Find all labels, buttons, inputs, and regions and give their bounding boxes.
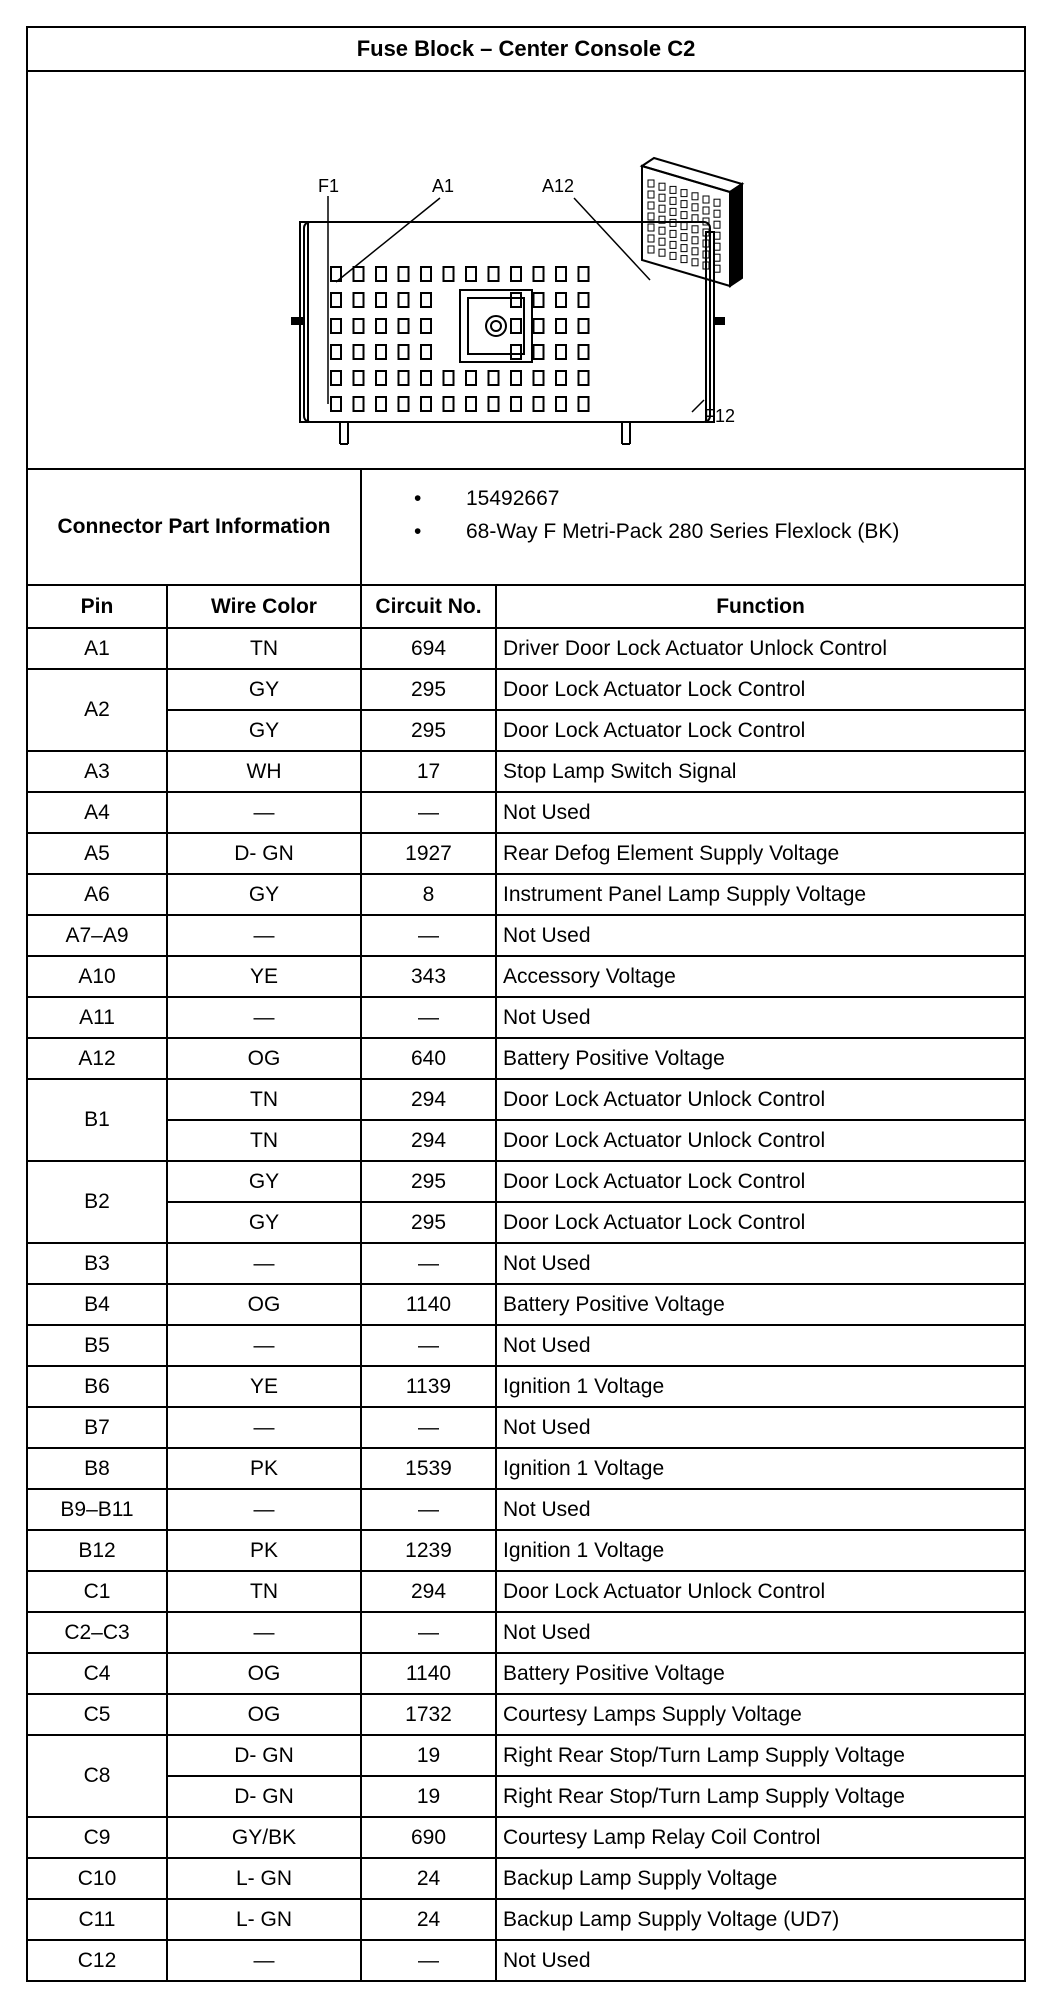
connector-diagram xyxy=(27,71,1025,469)
circuit-cell: — xyxy=(361,1243,496,1284)
wire-color-cell: — xyxy=(167,1612,361,1653)
pin-cavity xyxy=(579,345,589,359)
pin-cell: A12 xyxy=(27,1038,167,1079)
pin-cell: C2–C3 xyxy=(27,1612,167,1653)
pin-cell: A6 xyxy=(27,874,167,915)
pin-cavity xyxy=(421,345,431,359)
pin-cell: B12 xyxy=(27,1530,167,1571)
pin-cavity xyxy=(489,267,499,281)
pin-cavity xyxy=(421,319,431,333)
function-cell: Not Used xyxy=(496,997,1025,1038)
thumbnail-cavity xyxy=(681,223,687,230)
function-cell: Door Lock Actuator Unlock Control xyxy=(496,1120,1025,1161)
table-row xyxy=(27,1079,1025,1120)
thumbnail-cavity xyxy=(681,212,687,219)
pin-cell: A10 xyxy=(27,956,167,997)
table-header xyxy=(27,585,1025,628)
table-row xyxy=(27,1653,1025,1694)
thumbnail-cavity xyxy=(648,235,654,242)
circuit-cell: 1140 xyxy=(361,1284,496,1325)
pin-cavity xyxy=(466,371,476,385)
pin-cavity xyxy=(579,267,589,281)
pin-cavity xyxy=(331,371,341,385)
pin-cavity xyxy=(556,319,566,333)
wire-color-cell: OG xyxy=(167,1694,361,1735)
circuit-cell: 294 xyxy=(361,1571,496,1612)
circuit-cell: 294 xyxy=(361,1120,496,1161)
wire-color-cell: TN xyxy=(167,628,361,669)
pin-cavity xyxy=(331,319,341,333)
table-row xyxy=(27,1694,1025,1735)
wire-color-cell: D- GN xyxy=(167,1735,361,1776)
pin-cell: B7 xyxy=(27,1407,167,1448)
function-cell: Right Rear Stop/Turn Lamp Supply Voltage xyxy=(496,1776,1025,1817)
function-cell: Door Lock Actuator Lock Control xyxy=(496,1161,1025,1202)
thumbnail-cavity xyxy=(681,201,687,208)
table-row xyxy=(27,915,1025,956)
wire-color-cell: TN xyxy=(167,1571,361,1612)
thumbnail-cavity xyxy=(670,186,676,193)
thumbnail-cavity xyxy=(692,259,698,266)
wire-color-cell: — xyxy=(167,1940,361,1981)
pin-cavity xyxy=(376,267,386,281)
circuit-cell: 694 xyxy=(361,628,496,669)
circuit-cell: 1239 xyxy=(361,1530,496,1571)
pin-cell: C12 xyxy=(27,1940,167,1981)
pin-cavity xyxy=(354,267,364,281)
function-cell: Backup Lamp Supply Voltage xyxy=(496,1858,1025,1899)
thumbnail-cavity xyxy=(681,190,687,197)
wire-color-cell: — xyxy=(167,997,361,1038)
table-row xyxy=(27,792,1025,833)
pin-cavity xyxy=(466,267,476,281)
pin-cavity xyxy=(444,267,454,281)
pin-cell: C10 xyxy=(27,1858,167,1899)
thumbnail-cavity xyxy=(692,215,698,222)
wire-color-cell: OG xyxy=(167,1038,361,1079)
function-cell: Not Used xyxy=(496,1325,1025,1366)
table-row xyxy=(27,956,1025,997)
circuit-cell: 1539 xyxy=(361,1448,496,1489)
pin-cavity xyxy=(331,397,341,411)
pin-cavity xyxy=(399,397,409,411)
pin-cavity xyxy=(534,319,544,333)
pin-cell: B5 xyxy=(27,1325,167,1366)
circuit-cell: — xyxy=(361,1325,496,1366)
header-wire-color: Wire Color xyxy=(167,585,361,628)
function-cell: Accessory Voltage xyxy=(496,956,1025,997)
pin-cavity xyxy=(421,397,431,411)
wire-color-cell: PK xyxy=(167,1530,361,1571)
thumbnail-cavity xyxy=(670,197,676,204)
function-cell: Not Used xyxy=(496,1407,1025,1448)
circuit-cell: 343 xyxy=(361,956,496,997)
circuit-cell: 295 xyxy=(361,669,496,710)
thumbnail-cavity xyxy=(670,252,676,259)
circuit-cell: 1139 xyxy=(361,1366,496,1407)
circuit-cell: 1732 xyxy=(361,1694,496,1735)
table-row xyxy=(27,1940,1025,1981)
function-cell: Door Lock Actuator Unlock Control xyxy=(496,1079,1025,1120)
function-cell: Courtesy Lamps Supply Voltage xyxy=(496,1694,1025,1735)
wire-color-cell: GY xyxy=(167,874,361,915)
table-row xyxy=(27,997,1025,1038)
thumbnail-cavity xyxy=(692,226,698,233)
table-row xyxy=(27,1817,1025,1858)
thumbnail-cavity xyxy=(659,238,665,245)
header-pin: Pin xyxy=(27,585,167,628)
thumbnail-cavity xyxy=(670,241,676,248)
description-text: 68-Way F Metri-Pack 280 Series Flexlock (BK) xyxy=(466,520,900,543)
function-cell: Not Used xyxy=(496,1489,1025,1530)
circuit-cell: 17 xyxy=(361,751,496,792)
connector-body xyxy=(304,222,710,422)
pin-cavity xyxy=(421,371,431,385)
wire-color-cell: — xyxy=(167,915,361,956)
pin-cavity xyxy=(556,397,566,411)
thumbnail-cavity xyxy=(703,196,709,203)
thumbnail-cavity xyxy=(659,249,665,256)
pin-cavity xyxy=(399,319,409,333)
thumbnail-cavity xyxy=(648,213,654,220)
table-row xyxy=(27,710,1025,751)
function-cell: Not Used xyxy=(496,915,1025,956)
pin-cavity xyxy=(444,397,454,411)
function-cell: Ignition 1 Voltage xyxy=(496,1366,1025,1407)
circuit-cell: — xyxy=(361,915,496,956)
wire-color-cell: TN xyxy=(167,1079,361,1120)
table-row xyxy=(27,1120,1025,1161)
circuit-cell: 295 xyxy=(361,1202,496,1243)
pin-cavity xyxy=(331,345,341,359)
function-cell: Not Used xyxy=(496,1243,1025,1284)
thumbnail-cavity xyxy=(714,199,720,206)
pin-cell: B9–B11 xyxy=(27,1489,167,1530)
wire-color-cell: YE xyxy=(167,956,361,997)
thumbnail-cavity xyxy=(670,230,676,237)
function-cell: Ignition 1 Voltage xyxy=(496,1448,1025,1489)
pin-cell: C8 xyxy=(27,1735,167,1817)
function-cell: Driver Door Lock Actuator Unlock Control xyxy=(496,628,1025,669)
function-cell: Stop Lamp Switch Signal xyxy=(496,751,1025,792)
circuit-cell: 690 xyxy=(361,1817,496,1858)
circuit-cell: 295 xyxy=(361,1161,496,1202)
function-cell: Not Used xyxy=(496,1612,1025,1653)
pin-cell: A5 xyxy=(27,833,167,874)
pin-cavity xyxy=(556,293,566,307)
wire-color-cell: GY xyxy=(167,1161,361,1202)
function-cell: Rear Defog Element Supply Voltage xyxy=(496,833,1025,874)
header-circuit-no: Circuit No. xyxy=(361,585,496,628)
function-cell: Door Lock Actuator Lock Control xyxy=(496,1202,1025,1243)
thumbnail-cavity xyxy=(648,224,654,231)
pin-cell: C11 xyxy=(27,1899,167,1940)
pin-cavity xyxy=(534,293,544,307)
pin-cavity xyxy=(489,397,499,411)
connector-info-label: Connector Part Information xyxy=(27,469,361,585)
wire-color-cell: GY xyxy=(167,1202,361,1243)
pin-cavity xyxy=(556,371,566,385)
wire-color-cell: GY xyxy=(167,710,361,751)
pin-cavity xyxy=(534,267,544,281)
table-row xyxy=(27,628,1025,669)
thumbnail-cavity xyxy=(659,227,665,234)
pin-cavity xyxy=(534,371,544,385)
thumbnail-cavity xyxy=(648,246,654,253)
connector-table xyxy=(26,26,1026,1982)
circuit-cell: 1927 xyxy=(361,833,496,874)
pin-cavity xyxy=(511,345,521,359)
function-cell: Door Lock Actuator Unlock Control xyxy=(496,1571,1025,1612)
thumbnail-cavity xyxy=(648,180,654,187)
function-cell: Courtesy Lamp Relay Coil Control xyxy=(496,1817,1025,1858)
pin-cavity xyxy=(579,397,589,411)
function-cell: Door Lock Actuator Lock Control xyxy=(496,710,1025,751)
table-row xyxy=(27,1899,1025,1940)
pin-cavity xyxy=(444,371,454,385)
connector-description: • 68-Way F Metri-Pack 280 Series Flexlock (BK) xyxy=(414,520,900,543)
part-number-text: 15492667 xyxy=(466,487,560,510)
wire-color-cell: — xyxy=(167,1325,361,1366)
pin-cavity xyxy=(579,371,589,385)
label-f12: F12 xyxy=(704,406,736,426)
pin-cell: B6 xyxy=(27,1366,167,1407)
thumbnail-cavity xyxy=(692,248,698,255)
table-row xyxy=(27,833,1025,874)
wire-color-cell: GY xyxy=(167,669,361,710)
wire-color-cell: OG xyxy=(167,1653,361,1694)
pin-cell: C1 xyxy=(27,1571,167,1612)
circuit-cell: 8 xyxy=(361,874,496,915)
pin-cell: A1 xyxy=(27,628,167,669)
connector-drawing xyxy=(28,72,1022,464)
table-row xyxy=(27,1202,1025,1243)
wire-color-cell: YE xyxy=(167,1366,361,1407)
pin-cavity xyxy=(376,345,386,359)
circuit-cell: — xyxy=(361,1407,496,1448)
table-row xyxy=(27,1366,1025,1407)
pin-cavity xyxy=(376,397,386,411)
thumbnail-cavity xyxy=(692,237,698,244)
pin-cavity xyxy=(354,345,364,359)
pin-cell: A2 xyxy=(27,669,167,751)
wire-color-cell: OG xyxy=(167,1284,361,1325)
thumbnail-cavity xyxy=(681,256,687,263)
pin-cavity xyxy=(376,319,386,333)
connector-info xyxy=(361,469,1025,585)
thumbnail-cavity xyxy=(659,183,665,190)
wire-color-cell: — xyxy=(167,1407,361,1448)
circuit-cell: — xyxy=(361,1612,496,1653)
table-row xyxy=(27,1858,1025,1899)
circuit-cell: — xyxy=(361,1489,496,1530)
function-cell: Ignition 1 Voltage xyxy=(496,1530,1025,1571)
thumbnail-cavity xyxy=(692,193,698,200)
circuit-cell: 19 xyxy=(361,1776,496,1817)
table-row xyxy=(27,1735,1025,1776)
function-cell: Battery Positive Voltage xyxy=(496,1653,1025,1694)
function-cell: Backup Lamp Supply Voltage (UD7) xyxy=(496,1899,1025,1940)
pin-cell: C9 xyxy=(27,1817,167,1858)
pin-cavity xyxy=(399,293,409,307)
circuit-cell: 24 xyxy=(361,1899,496,1940)
circuit-cell: 24 xyxy=(361,1858,496,1899)
wire-color-cell: D- GN xyxy=(167,1776,361,1817)
circuit-cell: 295 xyxy=(361,710,496,751)
fuse-block-document xyxy=(26,26,1024,1982)
function-cell: Not Used xyxy=(496,792,1025,833)
table-row xyxy=(27,1284,1025,1325)
thumbnail-cavity xyxy=(692,204,698,211)
circuit-cell: 1140 xyxy=(361,1653,496,1694)
pin-cell: B8 xyxy=(27,1448,167,1489)
circuit-cell: — xyxy=(361,997,496,1038)
pin-cavity xyxy=(399,267,409,281)
pin-cell: C4 xyxy=(27,1653,167,1694)
f12-leader xyxy=(692,400,704,412)
thumbnail-cavity xyxy=(714,210,720,217)
pin-cavity xyxy=(399,371,409,385)
wire-color-cell: D- GN xyxy=(167,833,361,874)
label-f1: F1 xyxy=(318,176,340,196)
table-row xyxy=(27,1161,1025,1202)
thumbnail-cavity xyxy=(670,208,676,215)
pin-cavity xyxy=(579,293,589,307)
pin-cavity xyxy=(579,319,589,333)
table-row xyxy=(27,874,1025,915)
pin-cell: B2 xyxy=(27,1161,167,1243)
pin-cavity xyxy=(489,371,499,385)
header-function: Function xyxy=(496,585,1025,628)
thumbnail-cavity xyxy=(681,234,687,241)
pin-cavity xyxy=(511,397,521,411)
table-row xyxy=(27,669,1025,710)
pin-cavity xyxy=(354,293,364,307)
thumbnail-cavity xyxy=(659,205,665,212)
pin-cavity xyxy=(556,345,566,359)
thumbnail-cavity xyxy=(681,245,687,252)
wire-color-cell: TN xyxy=(167,1120,361,1161)
wire-color-cell: — xyxy=(167,792,361,833)
wire-color-cell: L- GN xyxy=(167,1858,361,1899)
circuit-cell: 19 xyxy=(361,1735,496,1776)
circuit-cell: 640 xyxy=(361,1038,496,1079)
pin-cavity xyxy=(376,293,386,307)
circuit-cell: — xyxy=(361,792,496,833)
pin-cavity xyxy=(399,345,409,359)
pin-cell: C5 xyxy=(27,1694,167,1735)
pin-cell: B1 xyxy=(27,1079,167,1161)
pin-cell: B4 xyxy=(27,1284,167,1325)
pin-cavity xyxy=(354,371,364,385)
table-row xyxy=(27,1571,1025,1612)
pin-cavity xyxy=(421,293,431,307)
wire-color-cell: L- GN xyxy=(167,1899,361,1940)
pin-cell: A7–A9 xyxy=(27,915,167,956)
table-row xyxy=(27,1489,1025,1530)
pin-cavity xyxy=(534,397,544,411)
table-row xyxy=(27,1243,1025,1284)
function-cell: Battery Positive Voltage xyxy=(496,1284,1025,1325)
connector-part-number: • 15492667 xyxy=(414,487,560,510)
pin-cavity xyxy=(354,397,364,411)
thumbnail-cavity xyxy=(703,207,709,214)
table-row xyxy=(27,1407,1025,1448)
a1-leader xyxy=(336,198,440,282)
label-a1: A1 xyxy=(432,176,455,196)
function-cell: Right Rear Stop/Turn Lamp Supply Voltage xyxy=(496,1735,1025,1776)
pin-cavity xyxy=(511,319,521,333)
thumbnail-cavity xyxy=(714,221,720,228)
page-title: Fuse Block – Center Console C2 xyxy=(27,27,1025,71)
pin-cavity xyxy=(421,267,431,281)
function-cell: Door Lock Actuator Lock Control xyxy=(496,669,1025,710)
pin-cavity xyxy=(511,371,521,385)
table-row xyxy=(27,1325,1025,1366)
wire-color-cell: PK xyxy=(167,1448,361,1489)
table-row xyxy=(27,1776,1025,1817)
thumbnail-cavity xyxy=(648,191,654,198)
wire-color-cell: — xyxy=(167,1243,361,1284)
wire-color-cell: WH xyxy=(167,751,361,792)
circuit-cell: — xyxy=(361,1940,496,1981)
label-a12: A12 xyxy=(542,176,575,196)
pin-cavity xyxy=(376,371,386,385)
table-row xyxy=(27,1038,1025,1079)
pin-cavity xyxy=(556,267,566,281)
thumbnail-cavity xyxy=(648,202,654,209)
wire-color-cell: — xyxy=(167,1489,361,1530)
table-row xyxy=(27,751,1025,792)
pin-cell: A3 xyxy=(27,751,167,792)
pin-cell: A11 xyxy=(27,997,167,1038)
table-row xyxy=(27,1530,1025,1571)
function-cell: Not Used xyxy=(496,1940,1025,1981)
pin-cavity xyxy=(511,293,521,307)
pin-cavity xyxy=(331,293,341,307)
function-cell: Instrument Panel Lamp Supply Voltage xyxy=(496,874,1025,915)
table-row xyxy=(27,1612,1025,1653)
pin-cavity xyxy=(511,267,521,281)
pin-cavity xyxy=(466,397,476,411)
function-cell: Battery Positive Voltage xyxy=(496,1038,1025,1079)
pin-cell: A4 xyxy=(27,792,167,833)
circuit-cell: 294 xyxy=(361,1079,496,1120)
pin-cavity xyxy=(534,345,544,359)
wire-color-cell: GY/BK xyxy=(167,1817,361,1858)
thumbnail-cavity xyxy=(659,194,665,201)
table-row xyxy=(27,1448,1025,1489)
pin-cavity xyxy=(354,319,364,333)
pin-cell: B3 xyxy=(27,1243,167,1284)
